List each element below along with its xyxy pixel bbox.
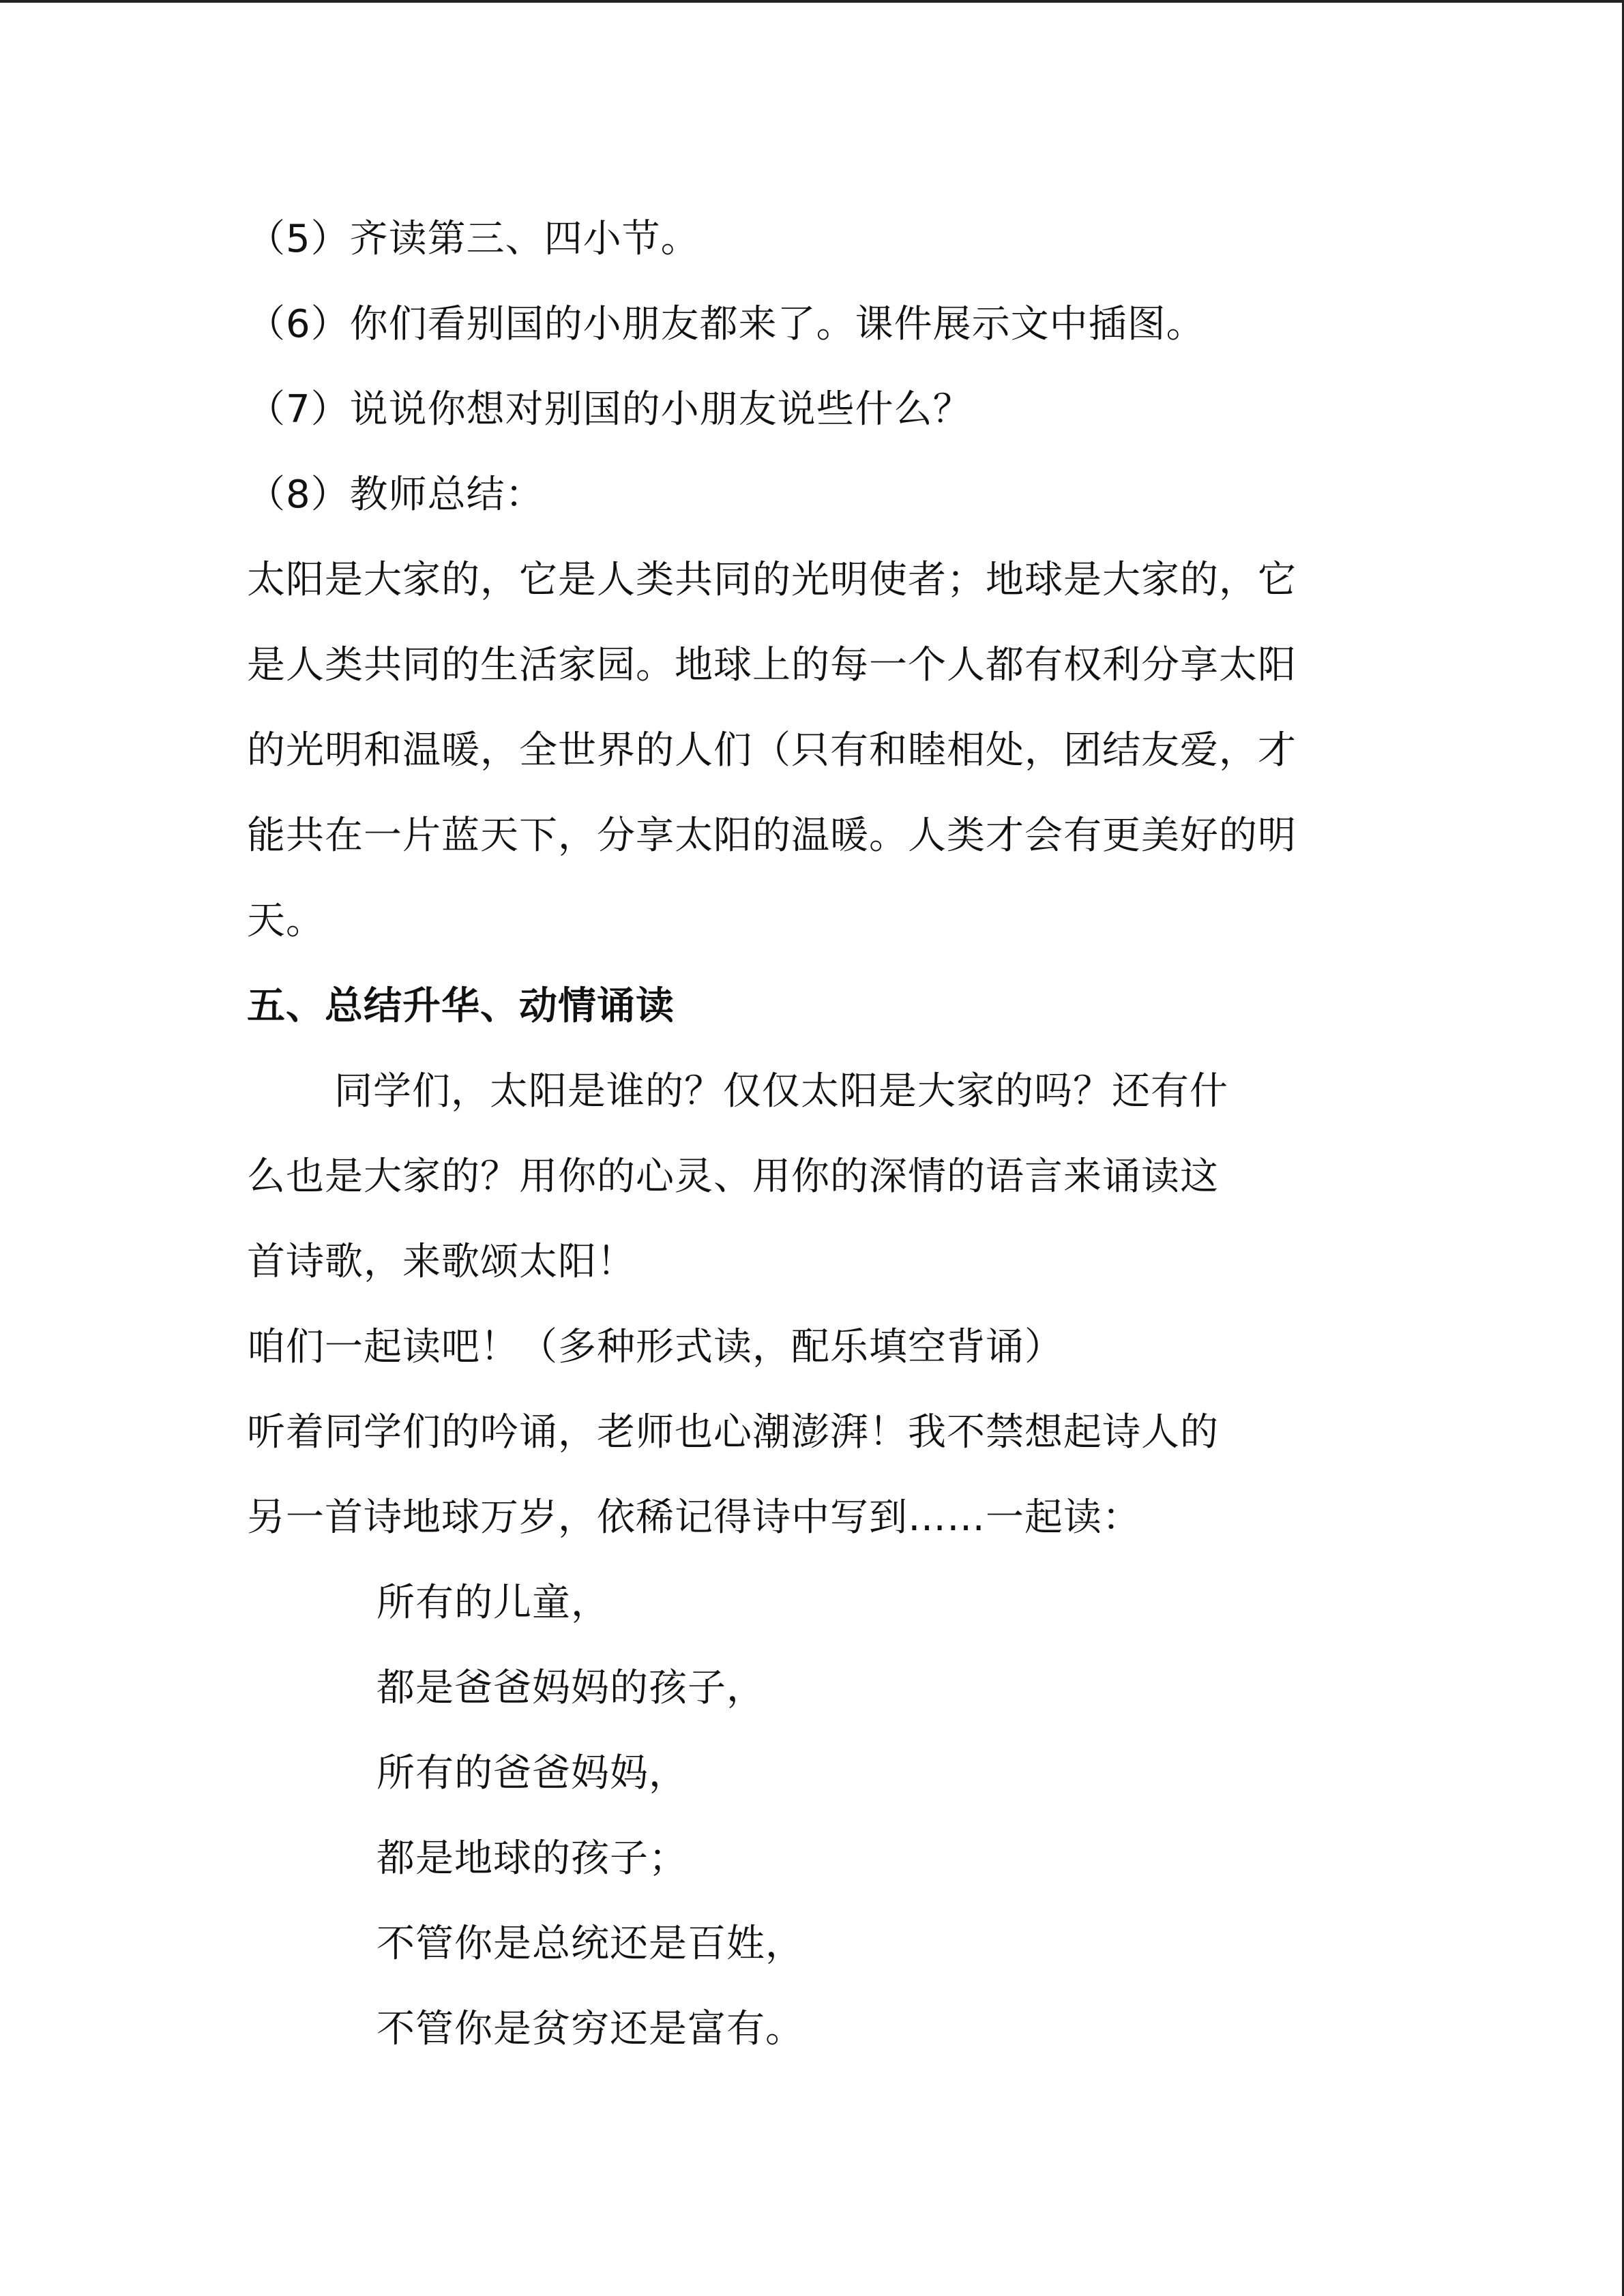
- read-together-line: 咱们一起读吧！（多种形式读，配乐填空背诵）: [247, 1325, 1063, 1369]
- poem-line: 不管你是总统还是百姓，: [377, 1922, 804, 1966]
- poem-line: 都是地球的孩子；: [377, 1836, 688, 1881]
- poem-line: 所有的爸爸妈妈，: [377, 1751, 688, 1795]
- poem-line: 不管你是贫穷还是富有。: [377, 2007, 804, 2051]
- summary-line: 能共在一片蓝天下，分享太阳的温暖。人类才会有更美好的明: [247, 814, 1297, 858]
- summary-line: 天。: [247, 899, 325, 943]
- poem-line: 都是爸爸妈妈的孩子，: [377, 1666, 765, 1710]
- item-line: （8）教师总结：: [247, 473, 544, 517]
- paragraph-line: 么也是大家的？用你的心灵、用你的深情的语言来诵读这: [247, 1154, 1219, 1199]
- teacher-line: 另一首诗地球万岁，依稀记得诗中写到……一起读：: [247, 1495, 1141, 1540]
- item-line: （7）说说你想对别国的小朋友说些什么？: [247, 387, 972, 432]
- summary-line: 太阳是大家的，它是人类共同的光明使者；地球是大家的，它: [247, 558, 1297, 602]
- poem-line: 所有的儿童，: [377, 1581, 610, 1625]
- teacher-line: 听着同学们的吟诵，老师也心潮澎湃！我不禁想起诗人的: [247, 1410, 1219, 1455]
- section-heading: 五、总结升华、动情诵读: [247, 984, 675, 1028]
- summary-line: 是人类共同的生活家园。地球上的每一个人都有权利分享太阳: [247, 643, 1297, 687]
- summary-line: 的光明和温暖，全世界的人们（只有和睦相处，团结友爱，才: [247, 728, 1297, 773]
- paragraph-line: 同学们，太阳是谁的？仅仅太阳是大家的吗？还有什: [334, 1069, 1228, 1114]
- paragraph-line: 首诗歌，来歌颂太阳！: [247, 1240, 636, 1284]
- item-line: （5）齐读第三、四小节。: [247, 217, 700, 261]
- item-line: （6）你们看别国的小朋友都来了。课件展示文中插图。: [247, 302, 1205, 346]
- top-border-line: [0, 0, 1624, 3]
